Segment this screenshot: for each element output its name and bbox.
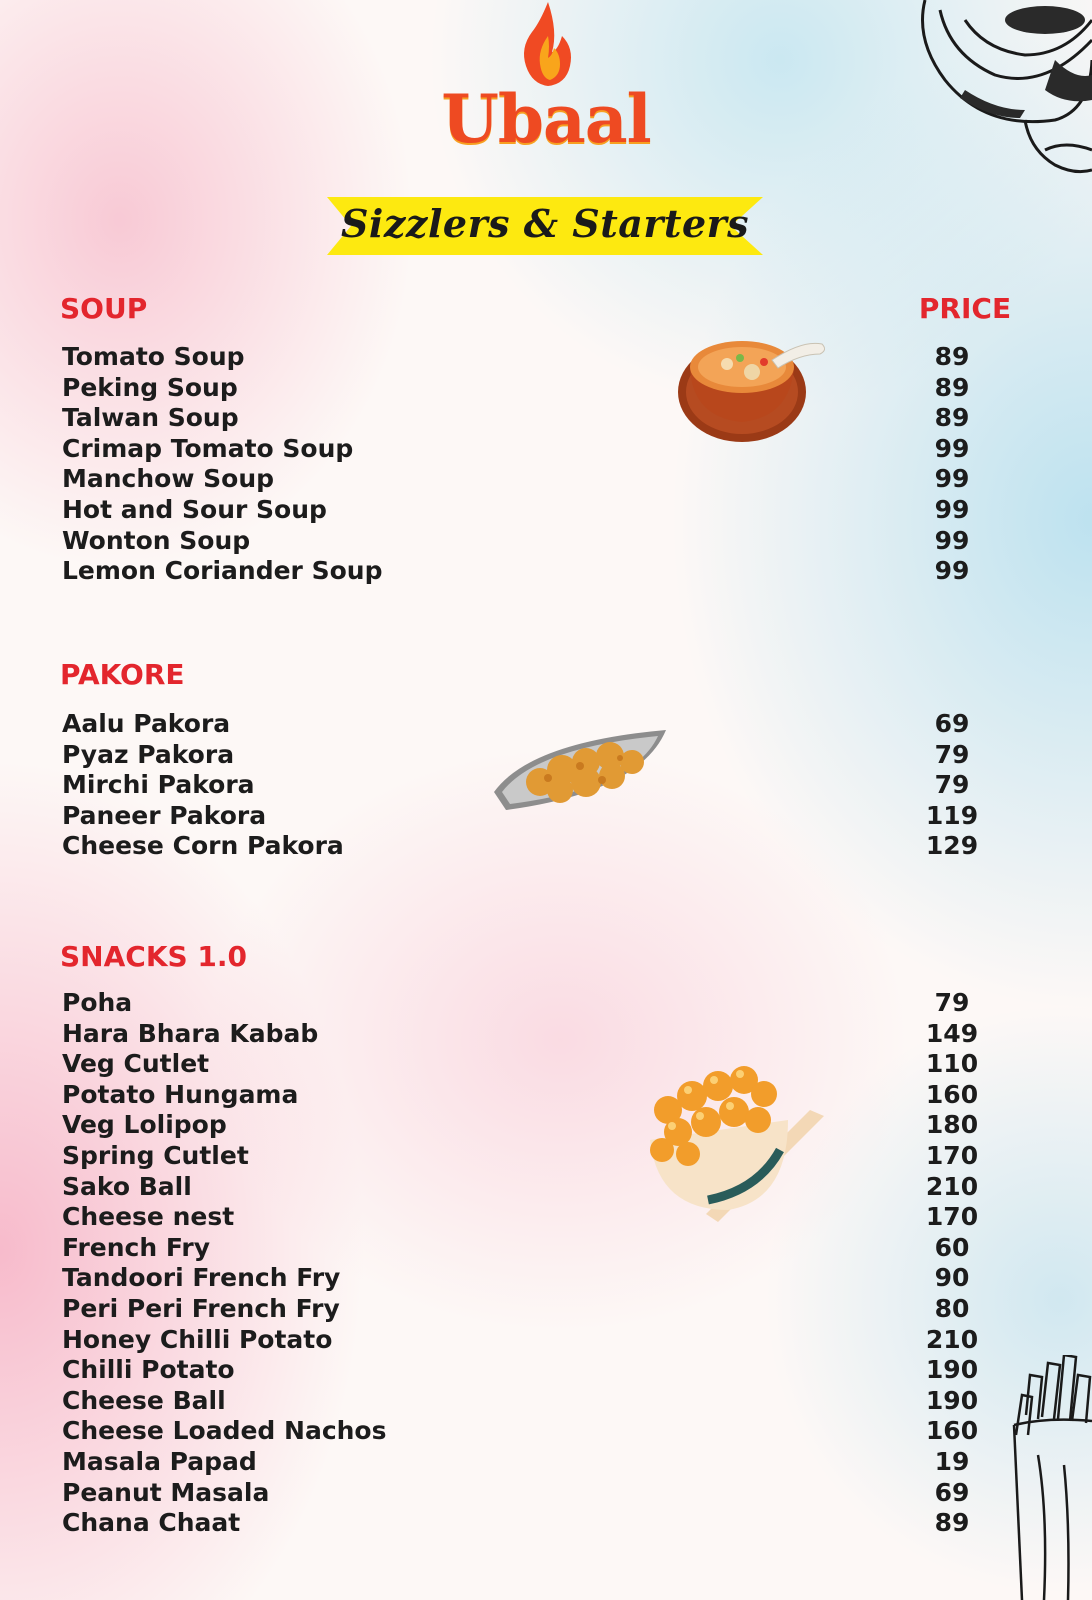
menu-item-row xyxy=(62,1416,1012,1447)
menu-item-row xyxy=(62,1172,1012,1203)
menu-item-name: Paneer Pakora xyxy=(62,800,267,830)
menu-item-row xyxy=(62,1141,1012,1172)
snack-balls-bowl-illustration xyxy=(648,1050,830,1240)
menu-item-price: 210 xyxy=(925,1324,979,1354)
menu-item-name: Peri Peri French Fry xyxy=(62,1293,340,1323)
menu-item-row xyxy=(62,1478,1012,1509)
menu-item-row xyxy=(62,526,1012,557)
menu-item-name: Tomato Soup xyxy=(62,342,245,371)
menu-item-name: Pyaz Pakora xyxy=(62,739,235,769)
menu-item-row xyxy=(62,1049,1012,1080)
menu-item-name: Peanut Masala xyxy=(62,1477,270,1507)
menu-item-name: Masala Papad xyxy=(62,1446,257,1476)
menu-item-price: 19 xyxy=(934,1446,970,1476)
banner-title: Sizzlers & Starters xyxy=(340,201,750,246)
menu-item-name: Peking Soup xyxy=(62,372,238,402)
menu-item-row xyxy=(62,1447,1012,1478)
section-title-pakore: PAKORE xyxy=(60,658,185,691)
menu-item-price: 89 xyxy=(934,372,970,402)
menu-item-row xyxy=(62,1202,1012,1233)
menu-item-price: 79 xyxy=(934,739,970,769)
menu-item-price: 69 xyxy=(934,709,970,738)
menu-item-price: 129 xyxy=(925,831,979,861)
logo xyxy=(0,0,1092,160)
menu-item-price: 170 xyxy=(925,1140,979,1170)
menu-item-price: 99 xyxy=(934,494,970,524)
pakora-plate-illustration xyxy=(490,722,672,822)
brand-name: Ubaal xyxy=(441,80,651,158)
menu-item-row xyxy=(62,1263,1012,1294)
menu-item-row xyxy=(62,434,1012,465)
menu-item-price: 190 xyxy=(925,1355,979,1385)
menu-item-price: 149 xyxy=(925,1018,979,1048)
menu-item-row xyxy=(62,1019,1012,1050)
menu-item-row xyxy=(62,1233,1012,1264)
menu-item-name: Chana Chaat xyxy=(62,1508,241,1538)
menu-item-name: Cheese nest xyxy=(62,1202,235,1232)
menu-item-name: Mirchi Pakora xyxy=(62,770,255,800)
menu-item-row xyxy=(62,1294,1012,1325)
menu-item-name: Veg Cutlet xyxy=(62,1049,210,1079)
menu-item-price: 180 xyxy=(925,1110,979,1140)
menu-item-price: 90 xyxy=(934,1263,970,1293)
menu-item-row xyxy=(62,1325,1012,1356)
menu-item-price: 119 xyxy=(925,800,979,830)
menu-item-price: 69 xyxy=(934,1477,970,1507)
snacks-list xyxy=(62,988,1012,1539)
menu-item-price: 79 xyxy=(934,770,970,800)
menu-item-name: Hara Bhara Kabab xyxy=(62,1018,319,1048)
menu-item-name: Manchow Soup xyxy=(62,464,275,494)
menu-item-row xyxy=(62,464,1012,495)
menu-item-price: 99 xyxy=(934,433,970,463)
menu-item-price: 160 xyxy=(925,1079,979,1109)
menu-item-name: French Fry xyxy=(62,1232,210,1262)
menu-item-price: 110 xyxy=(925,1049,979,1079)
flame-icon xyxy=(518,2,576,88)
soup-bowl-illustration xyxy=(672,312,832,447)
price-column-header: PRICE xyxy=(918,292,1012,325)
menu-item-row xyxy=(62,1080,1012,1111)
menu-item-price: 99 xyxy=(934,464,970,494)
menu-item-price: 210 xyxy=(925,1171,979,1201)
section-title-snacks: SNACKS 1.0 xyxy=(60,940,248,973)
menu-item-name: Veg Lolipop xyxy=(62,1110,227,1140)
menu-item-name: Honey Chilli Potato xyxy=(62,1324,333,1354)
menu-item-price: 99 xyxy=(934,525,970,555)
menu-item-name: Aalu Pakora xyxy=(62,709,231,738)
menu-item-row xyxy=(62,988,1012,1019)
menu-item-name: Hot and Sour Soup xyxy=(62,494,327,524)
section-title-soup: SOUP xyxy=(60,292,148,325)
menu-item-row xyxy=(62,556,1012,587)
menu-item-name: Cheese Loaded Nachos xyxy=(62,1416,387,1446)
soup-list xyxy=(62,342,1012,587)
menu-item-name: Cheese Corn Pakora xyxy=(62,831,344,861)
menu-item-row xyxy=(62,1386,1012,1417)
menu-item-name: Lemon Coriander Soup xyxy=(62,556,383,586)
menu-item-row xyxy=(62,373,1012,404)
menu-item-row xyxy=(62,403,1012,434)
menu-item-row xyxy=(62,342,1012,373)
menu-item-price: 170 xyxy=(925,1202,979,1232)
menu-item-row xyxy=(62,831,1012,862)
section-banner xyxy=(327,193,763,259)
menu-item-name: Wonton Soup xyxy=(62,525,251,555)
menu-item-row xyxy=(62,495,1012,526)
menu-item-name: Spring Cutlet xyxy=(62,1140,249,1170)
menu-item-row xyxy=(62,1355,1012,1386)
fries-sketch-illustration xyxy=(1008,1355,1092,1600)
menu-item-name: Tandoori French Fry xyxy=(62,1263,341,1293)
menu-item-name: Talwan Soup xyxy=(62,403,239,433)
menu-item-price: 160 xyxy=(925,1416,979,1446)
menu-item-price: 99 xyxy=(934,556,970,586)
menu-item-price: 79 xyxy=(934,988,970,1017)
menu-item-row xyxy=(62,1508,1012,1539)
menu-item-name: Crimap Tomato Soup xyxy=(62,433,354,463)
menu-item-price: 60 xyxy=(934,1232,970,1262)
menu-item-name: Sako Ball xyxy=(62,1171,192,1201)
menu-item-price: 89 xyxy=(934,1508,970,1538)
menu-item-price: 89 xyxy=(934,403,970,433)
menu-item-price: 80 xyxy=(934,1293,970,1323)
menu-item-row xyxy=(62,1110,1012,1141)
menu-item-name: Poha xyxy=(62,988,133,1017)
menu-item-name: Chilli Potato xyxy=(62,1355,235,1385)
menu-item-name: Potato Hungama xyxy=(62,1079,299,1109)
menu-item-price: 190 xyxy=(925,1385,979,1415)
menu-item-price: 89 xyxy=(934,342,970,371)
menu-item-name: Cheese Ball xyxy=(62,1385,226,1415)
